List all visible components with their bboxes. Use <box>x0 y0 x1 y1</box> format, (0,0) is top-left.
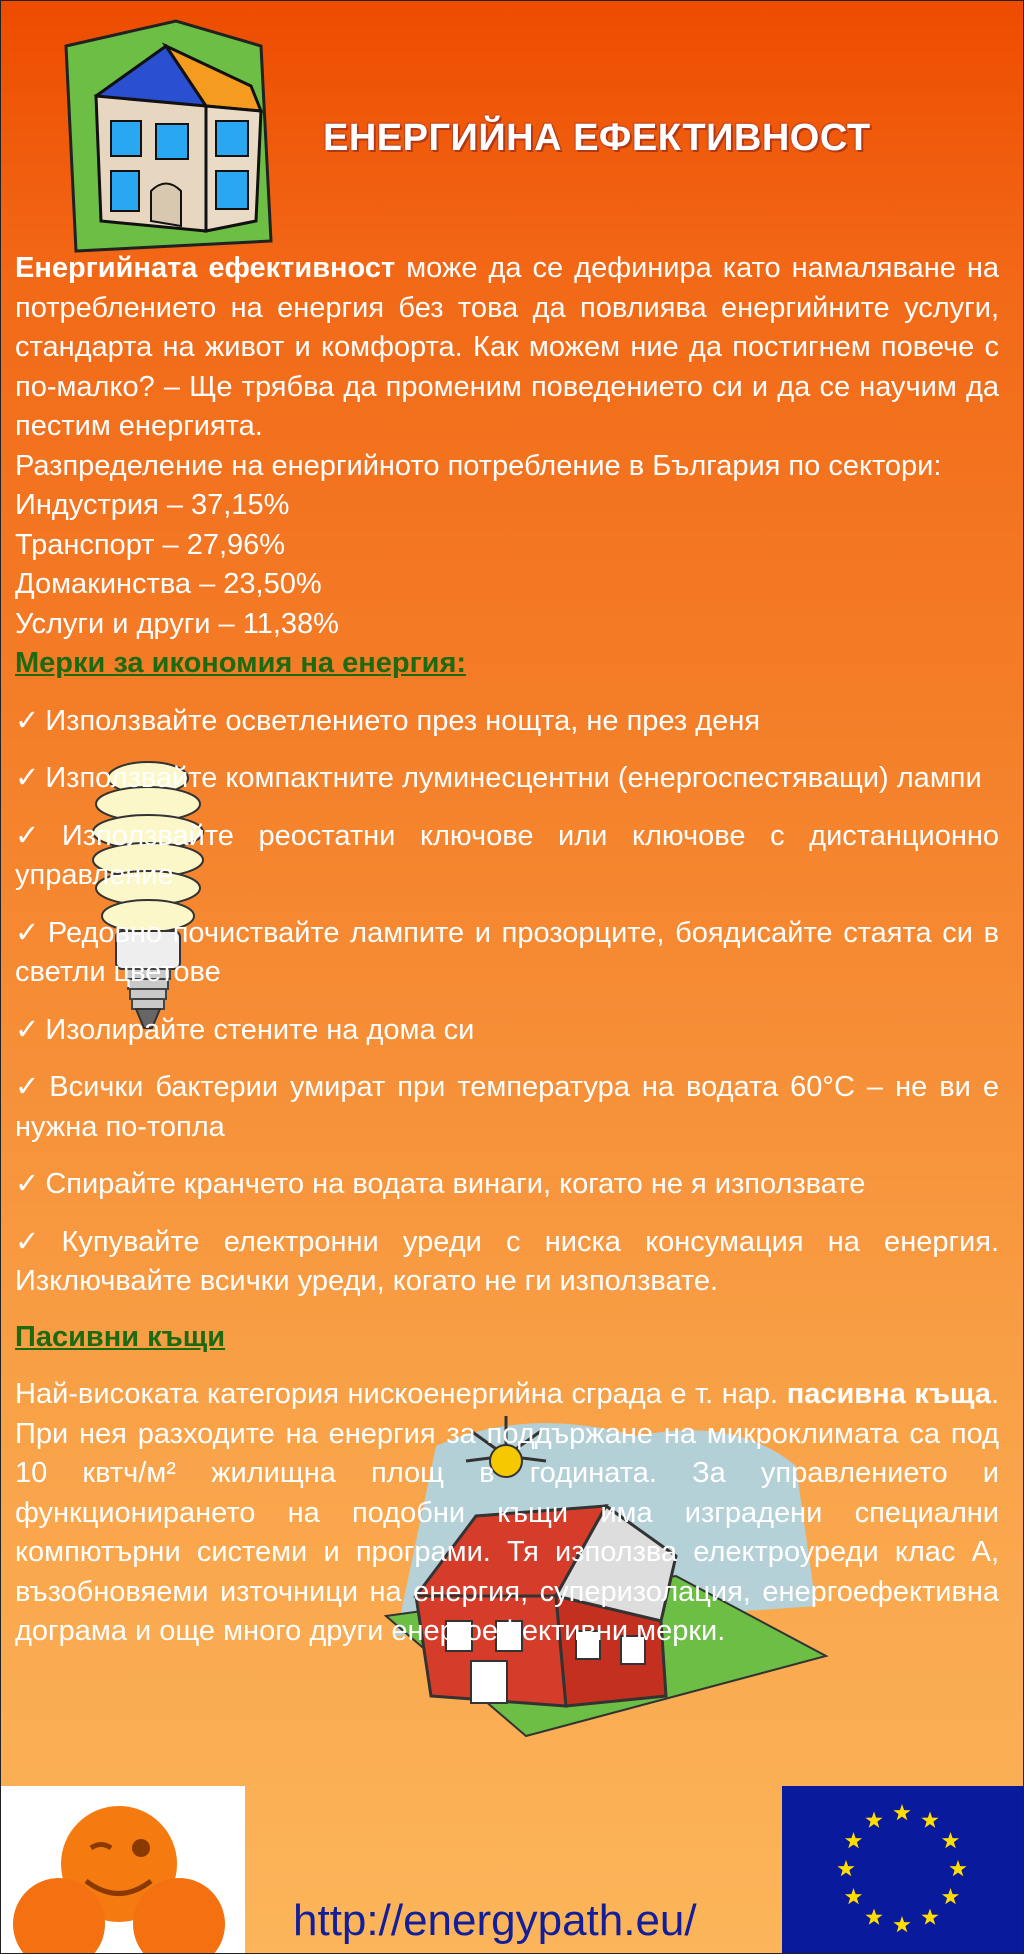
measure-text: Използвайте осветлението през нощта, не през деня <box>45 704 761 737</box>
measure-item <box>15 1068 999 1147</box>
measures-list <box>15 702 999 1302</box>
main-text <box>15 249 999 1652</box>
eu-flag-icon <box>782 1786 1023 1953</box>
measure-item <box>15 1011 999 1051</box>
website-link[interactable]: http://energypath.eu/ <box>293 1896 697 1945</box>
check-icon: ✓ <box>15 916 42 949</box>
orange-bubbles-logo <box>1 1786 245 1953</box>
stat-industry: Индустрия – 37,15% <box>15 489 290 521</box>
check-icon: ✓ <box>15 1013 40 1046</box>
intro-paragraph <box>15 249 999 447</box>
intro-bold-term: Енергийната ефективност <box>15 252 396 284</box>
distribution-label: Разпределение на енергийното потребление в България по сектори: <box>15 449 942 482</box>
measure-item <box>15 817 999 896</box>
check-icon: ✓ <box>15 1071 44 1103</box>
stat-transport: Транспорт – 27,96% <box>15 528 286 561</box>
check-icon: ✓ <box>15 762 40 794</box>
check-icon: ✓ <box>15 704 40 737</box>
check-icon: ✓ <box>15 1225 56 1258</box>
measure-text: Редовно почиствайте лампите и прозорците, боядисайте стаята си в светли цветове <box>15 916 999 988</box>
stat-households: Домакинства – 23,50% <box>15 568 322 600</box>
measure-text: Спирайте кранчето на водата винаги, когато не я използвате <box>45 1168 866 1200</box>
stat-services: Услуги и други – 11,38% <box>15 607 339 640</box>
passive-paragraph <box>15 1375 999 1652</box>
intro-text: може да се дефинира като намаляване на потреблението на енергия без това да повлиява енергийните услуги, стандарта на живот и комфорта. Как можем ние да постигнем повече с по-малко? – Ще трябва да променим поведението си и да се научим да пестим енергията. <box>15 252 999 442</box>
measure-item <box>15 1223 999 1302</box>
passive-bold: пасивна къща <box>786 1378 991 1410</box>
measure-item <box>15 702 999 742</box>
check-icon: ✓ <box>15 1168 40 1200</box>
measure-text: Използвайте компактните луминесцентни (енергоспестяващи) лампи <box>45 762 982 794</box>
passive-text-2: . При нея разходите на енергия за поддържане на микроклимата са под 10 квтч/м² жилищна площ в годината. За управлението и функционирането на подобни къщи има изградени специални компютърни системи и програми. Тя използва електроуреди клас А, възобновяеми източници на енергия, суперизолация, енергоефективна дограма и още много други енергоефективни мерки. <box>15 1378 999 1647</box>
measure-item <box>15 1165 999 1205</box>
check-icon: ✓ <box>15 819 56 852</box>
passive-text-1: Най-високата категория нискоенергийна сграда е т. нар. <box>15 1378 787 1410</box>
measure-text: Всички бактерии умират при температура на водата 60°С – не ви е нужна по-топла <box>15 1071 999 1143</box>
passive-heading: Пасивни къщи <box>15 1320 226 1353</box>
page-title: ЕНЕРГИЙНА ЕФЕКТИВНОСТ <box>323 117 871 159</box>
measures-heading: Мерки за икономия на енергия: <box>15 647 467 679</box>
measure-text: Използвайте реостатни ключове или ключове с дистанционно управление <box>15 819 999 891</box>
measure-item <box>15 759 999 799</box>
measure-item <box>15 914 999 993</box>
house-icon <box>56 16 286 261</box>
measure-text: Изолирайте стените на дома си <box>45 1013 475 1046</box>
measure-text: Купувайте електронни уреди с ниска консумация на енергия. Изключвайте всички уреди, когато не ги използвате. <box>15 1225 999 1297</box>
